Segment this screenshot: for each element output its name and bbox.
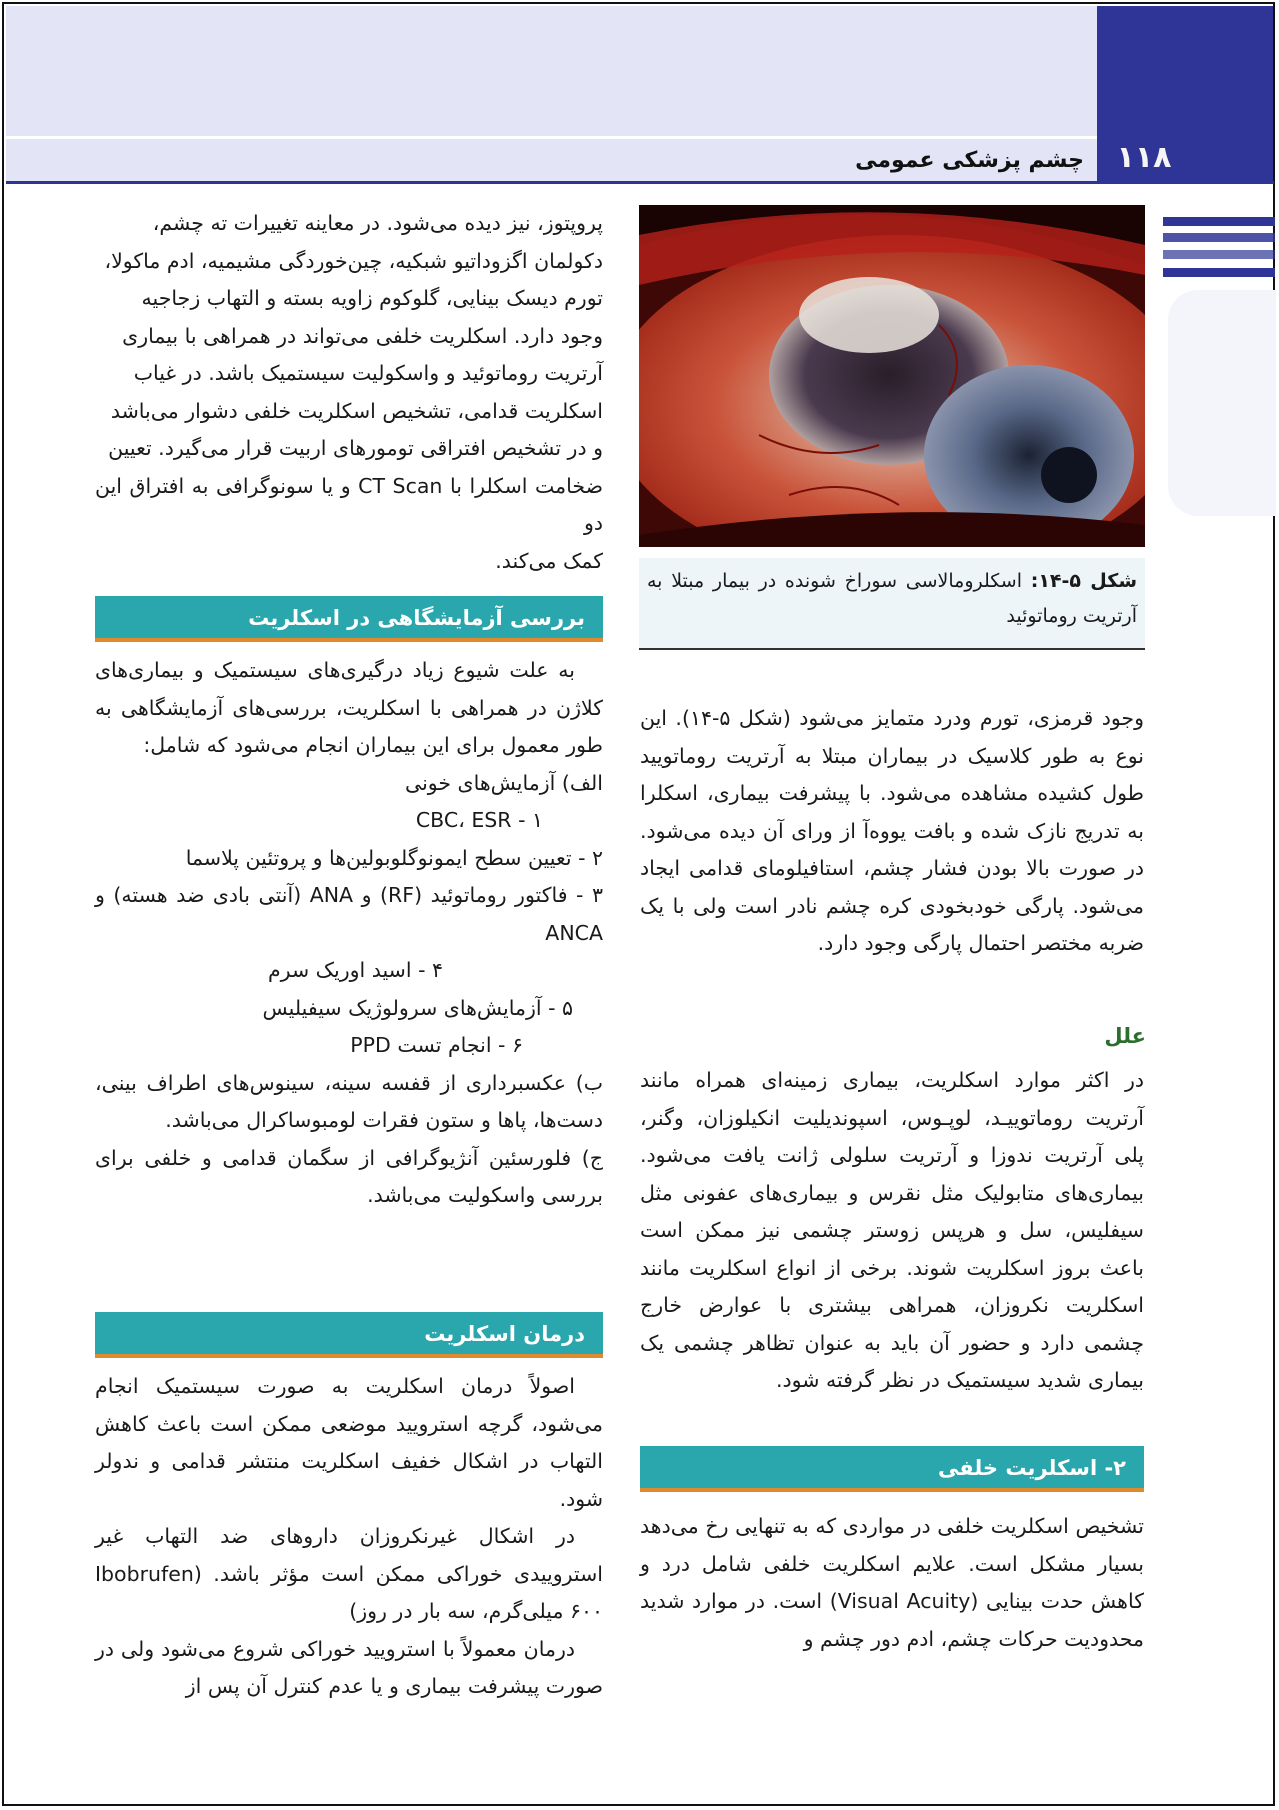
causes-heading: علل — [1104, 1024, 1146, 1048]
causes-paragraph: در اکثر موارد اسکلریت، بیماری زمینه‌ای همراه مانند آرتریت روماتوییـد، لوپـوس، اسپوندیلیت انکیلوزان، وگنر، پلی آرتریت ندوزا و آرتریت سلولی ژانت یافت می‌شود. بیماری‌های متابولیک مثل نقرس و بیماری‌های عفونی مثل سیفلیس، سل و هرپس زوستر چشمی نیز ممکن است باعث بروز اسکلریت شوند. برخی از انواع اسکلریت مانند اسکلریت نکروزان، همراهی بیشتری با عوارض خارج چشمی دارد و حضور آن باید به عنوان تظاهر چشمی یک بیماری شدید سیستمیک در نظر گرفته شود. — [640, 1068, 1144, 1392]
figure-caption — [639, 558, 1145, 650]
list-item: ج) فلورسئین آنژیوگرافی از سگمان قدامی و خلفی برای بررسی واسکولیت می‌باشد. — [95, 1145, 603, 1207]
lab-section-heading: بررسی آزمایشگاهی در اسکلریت — [95, 596, 603, 642]
decor-stripe — [1163, 268, 1275, 277]
figure-caption-text: اسکلرومالاسی سوراخ شونده در بیمار مبتلا به آرتریت روماتوئید — [647, 570, 1137, 627]
list-item: ۳ - فاکتور روماتوئید (RF) و ANA (آنتی بادی ضد هسته) و ANCA — [95, 883, 603, 945]
lab-section-body: به علت شیوع زیاد درگیری‌های سیستمیک و بیماری‌های کلاژن در همراهی با اسکلریت، بررسی‌های آزمایشگاهی به طور معمول برای این بیماران انجام می‌شود که شامل: الف) آزمایش‌های خونی ۱ - CBC، ESR ۲ - تعیین سطح ایمونوگلوبولین‌ها و پروتئین پلاسما ۳ - فاکتور روماتوئید (RF) و ANA (آنتی بادی ضد هسته) و ANCA ۴ - اسید اوریک سرم ۵ - آزمایش‌های سرولوژیک سیفیلیس ۶ - انجام تست PPD ب) عکسبرداری از قفسه سینه، سینوس‌های اطراف بینی، دست‌ها، پاها و ستون فقرات لومبوساکرال می‌باشد. ج) فلورسئین آنژیوگرافی از سگمان قدامی و خلفی برای بررسی واسکولیت می‌باشد. — [95, 652, 603, 1215]
figure-label: شکل ۵-۱۴: — [1030, 570, 1138, 592]
decor-stripe — [1163, 217, 1275, 226]
list-item: ب) عکسبرداری از قفسه سینه، سینوس‌های اطراف بینی، دست‌ها، پاها و ستون فقرات لومبوساکرال می‌باشد. — [95, 1070, 603, 1132]
list-item: ۲ - تعیین سطح ایمونوگلوبولین‌ها و پروتئین پلاسما — [185, 845, 603, 870]
left-intro-paragraph: پروپتوز، نیز دیده می‌شود. در معاینه تغییرات ته چشم، دکولمان اگزوداتیو شبکیه، چین‌خوردگی مشیمیه، ادم ماکولا، تورم دیسک بینایی، گلوکوم زاویه بسته و التهاب زجاجیه وجود دارد. اسکلریت خلفی می‌تواند در همراهی با بیماری آرتریت روماتوئید و واسکولیت سیستمیک باشد. در غیاب اسکلریت قدامی، تشخیص اسکلریت خلفی دشوار می‌باشد و در تشخیص افتراقی تومورهای اربیت قرار می‌گیرد. تعیین ضخامت اسکلرا با CT Scan و یا سونوگرافی به افتراق این دو کمک می‌کند. — [95, 211, 603, 573]
book-title: چشم پزشکی عمومی — [855, 148, 1084, 173]
list-item: الف) آزمایش‌های خونی — [404, 770, 603, 795]
list-item: ۵ - آزمایش‌های سرولوژیک سیفیلیس — [262, 995, 573, 1020]
treatment-section-heading: درمان اسکلریت — [95, 1312, 603, 1358]
list-item: ۴ - اسید اوریک سرم — [267, 958, 443, 982]
header-band — [6, 6, 1097, 136]
list-item: ۶ - انجام تست PPD — [350, 1033, 523, 1057]
decor-stripe — [1163, 233, 1275, 242]
decor-stripe — [1163, 250, 1275, 259]
treatment-section-body: اصولاً درمان اسکلریت به صورت سیستمیک انجام می‌شود، گرچه استرویید موضعی ممکن است باعث کاهش التهاب در اشکال خفیف اسکلریت منتشر قدامی و ندولر شود. در اشکال غیرنکروزان داروهای ضد التهاب غیر استروییدی خوراکی ممکن است مؤثر باشد. (Ibobrufen ۶۰۰ میلی‌گرم، سه بار در روز) درمان معمولاً با استرویید خوراکی شروع می‌شود ولی در صورت پیشرفت بیماری و یا عدم کنترل آن پس از — [95, 1374, 603, 1698]
page-number: ۱۱۸ — [1116, 140, 1172, 175]
list-item: ۱ - CBC، ESR — [415, 808, 543, 832]
posterior-scleritis-paragraph: تشخیص اسکلریت خلفی در مواردی که به تنهایی رخ می‌دهد بسیار مشکل است. علایم اسکلریت خلفی شامل درد و کاهش حدت بینایی (Visual Acuity) است. در موارد شدید محدودیت حرکات چشم، ادم دور چشم و — [640, 1514, 1144, 1651]
figure-photo — [639, 205, 1145, 547]
right-paragraph-1: وجود قرمزی، تورم ودرد متمایز می‌شود (شکل ۵-۱۴). این نوع به طور کلاسیک در بیماران مبتلا به آرتریت روماتویید طول کشیده مشاهده می‌شود. با پیشرفت بیماری، اسکلرا به تدریج نازک شده و بافت یووه‌آ از ورای آن دیده می‌شود. در صورت بالا بودن فشار چشم، استافیلومای قدامی ایجاد می‌شود. پارگی خودبخودی کره چشم نادر است ولی با یک ضربه مختصر احتمال پارگی وجود دارد. — [640, 706, 1144, 955]
header-bottom-rule — [6, 181, 1274, 184]
side-thumb-tab — [1168, 290, 1276, 516]
posterior-scleritis-heading: ۲- اسکلریت خلفی — [640, 1446, 1144, 1492]
